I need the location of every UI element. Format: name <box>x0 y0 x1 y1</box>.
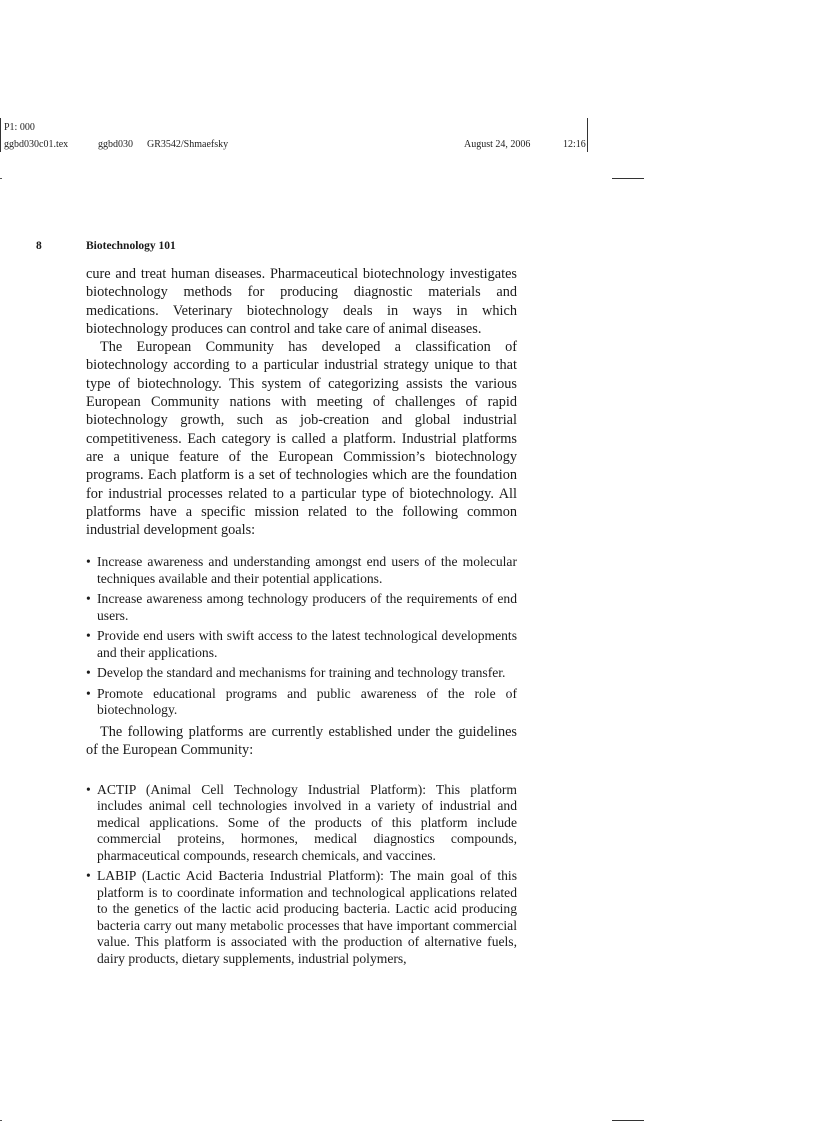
goals-list <box>86 554 517 719</box>
page-body <box>86 265 517 971</box>
platform-text: LABIP (Lactic Acid Bacteria Industrial Platform): The main goal of this platform is to coordinate information and technological applications related to the genetics of the lactic acid producing bacteria. Lactic acid producing bacteria carry out many metabolic processes that have important commercial value. This platform is associated with the production of alternative fuels, dairy products, dietary supplements, industrial polymers, <box>97 868 517 966</box>
goal-item <box>86 591 517 624</box>
bullet-icon: • <box>86 591 91 607</box>
header-time: 12:16 <box>563 139 586 150</box>
trim-tick-bottom-left <box>0 1120 2 1121</box>
header-code: ggbd030 <box>98 139 133 150</box>
page-number: 8 <box>36 240 42 252</box>
bullet-icon: • <box>86 868 91 884</box>
header-right-rule <box>587 118 588 152</box>
goal-text: Increase awareness among technology producers of the requirements of end users. <box>97 591 517 623</box>
goal-text: Develop the standard and mechanisms for training and technology transfer. <box>97 665 506 681</box>
goal-text: Provide end users with swift access to the latest technological developments and their applications. <box>97 628 517 660</box>
goal-text: Promote educational programs and public awareness of the role of biotechnology. <box>97 685 517 718</box>
header-date: August 24, 2006 <box>464 139 531 150</box>
paragraph-3: The following platforms are currently established under the guidelines of the European Community: <box>86 723 517 759</box>
platform-item <box>86 868 517 967</box>
header-series: GR3542/Shmaefsky <box>147 139 229 150</box>
bullet-icon: • <box>86 685 91 701</box>
header-file: ggbd030c01.tex <box>4 139 69 150</box>
platform-text: ACTIP (Animal Cell Technology Industrial Platform): This platform includes animal cell technologies involved in a variety of industrial and medical applications. Some of the products of this platform include commercial proteins, hormones, medical diagnostics compounds, pharmaceutical compounds, research chemicals, and vaccines. <box>97 781 517 863</box>
header-line1: P1: 000 <box>4 122 35 133</box>
goal-item <box>86 665 517 682</box>
platform-item <box>86 782 517 865</box>
bullet-icon: • <box>86 628 91 644</box>
platforms-list <box>86 782 517 968</box>
paragraph-1: cure and treat human diseases. Pharmaceutical biotechnology investigates biotechnology methods for producing diagnostic materials and medications. Veterinary biotechnology deals in ways in which biotechnology produces can control and take care of animal diseases. <box>86 266 517 337</box>
running-head: Biotechnology 101 <box>86 240 176 252</box>
trim-mark-top-right <box>612 178 644 179</box>
bullet-icon: • <box>86 781 91 797</box>
trim-tick-top-left <box>0 178 2 179</box>
trim-mark-bottom-right <box>612 1120 644 1121</box>
bullet-icon: • <box>86 665 91 681</box>
goal-item <box>86 628 517 661</box>
paragraph-2: The European Community has developed a classification of biotechnology according to a particular industrial strategy unique to that type of biotechnology. This system of categorizing assists the various European Community nations with meeting of challenges of rapid biotechnology growth, such as job-creation and global industrial competitiveness. Each category is called a platform. Industrial platforms are a unique feature of the European Commission’s biotechnology programs. Each platform is a set of technologies which are the foundation for industrial processes related to a particular type of biotechnology. All platforms have a specific mission related to the following common industrial development goals: <box>86 339 517 539</box>
header-left-rule <box>0 118 1 152</box>
goal-item <box>86 686 517 719</box>
goal-item <box>86 554 517 587</box>
goal-text: Increase awareness and understanding amongst end users of the molecular techniques available and their potential applications. <box>97 554 517 586</box>
bullet-icon: • <box>86 554 91 570</box>
